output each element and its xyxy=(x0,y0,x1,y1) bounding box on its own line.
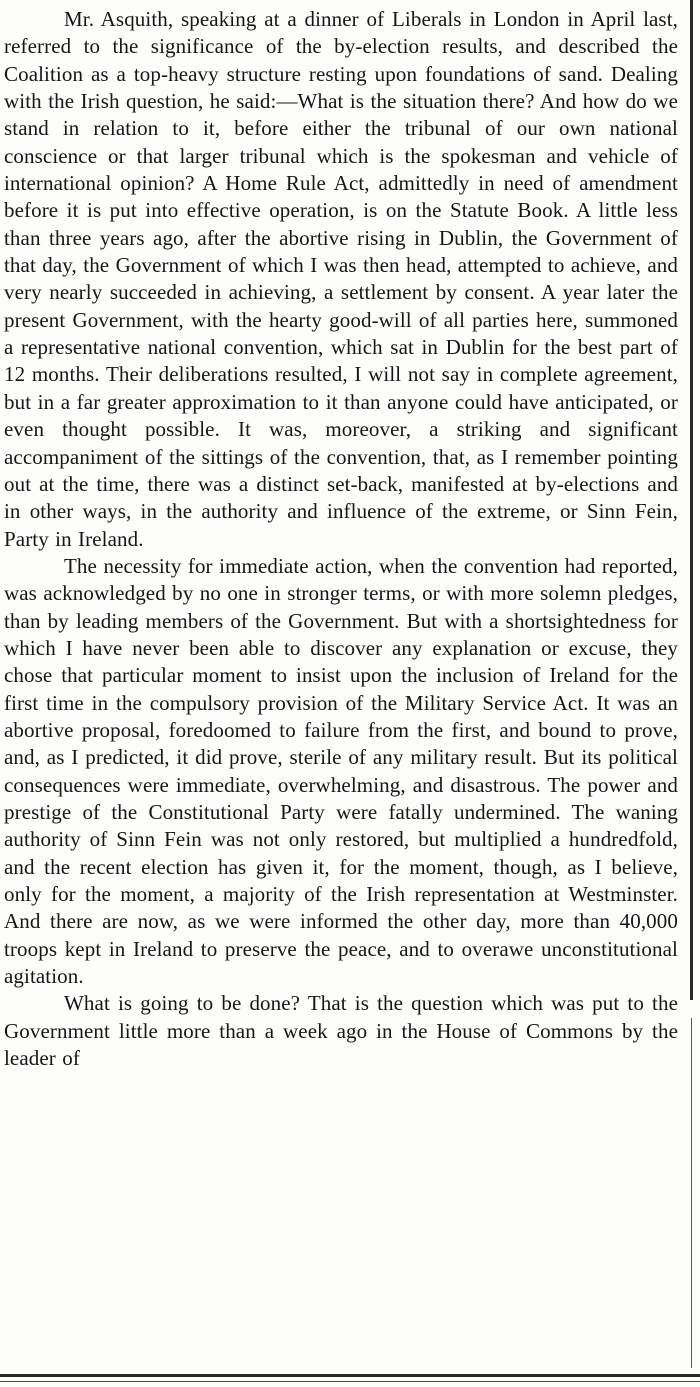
page-rule-bottom-thin xyxy=(0,1381,700,1382)
article-column xyxy=(4,6,678,1072)
page-rule-bottom xyxy=(0,1374,700,1377)
paragraph-3: What is going to be done? That is the question which was put to the Government little more than a week ago in the House of Commons by the leader of xyxy=(4,991,678,1071)
column-rule-right xyxy=(690,0,693,1000)
paragraph-1: Mr. Asquith, speaking at a dinner of Liberals in London in April last, referred to the significance of the by-election results, and described the Coalition as a top-heavy structure resting upon foundations of sand. Dealing with the Irish question, he said:—What is the situation there? And how do we stand in relation to it, before either the tribunal of our own national conscience or that larger tribunal which is the spokesman and vehicle of international opinion? A Home Rule Act, admittedly in need of amendment before it is put into effective operation, is on the Statute Book. A little less than three years ago, after the abortive rising in Dublin, the Government of that day, the Government of which I was then head, attempted to achieve, and very nearly succeeded in achieving, a settlement by consent. A year later the present Government, with the hearty good-will of all parties here, summoned a representative national convention, which sat in Dublin for the best part of 12 months. Their deliberations resulted, I will not say in complete agreement, but in a far greater approximation to it than anyone could have anticipated, or even thought possible. It was, moreover, a striking and significant accompaniment of the sittings of the convention, that, as I remember pointing out at the time, there was a distinct set-back, manifested at by-elections and in other ways, in the authority and influence of the extreme, or Sinn Fein, Party in Ireland. xyxy=(4,7,678,551)
column-rule-right-lower xyxy=(691,1018,692,1368)
paragraph-2: The necessity for immediate action, when the convention had reported, was acknowledged by no one in stronger terms, or with more solemn pledges, than by leading members of the Government. But with a shortsightedness for which I have never been able to discover any explanation or excuse, they chose that particular moment to insist upon the inclusion of Ireland for the first time in the compulsory provision of the Military Service Act. It was an abortive proposal, foredoomed to failure from the first, and bound to prove, and, as I predicted, it did prove, sterile of any military result. But its political consequences were immediate, overwhelming, and disastrous. The power and prestige of the Constitutional Party were fatally undermined. The waning authority of Sinn Fein was not only restored, but multiplied a hundredfold, and the recent election has given it, for the moment, though, as I believe, only for the moment, a majority of the Irish representation at Westminster. And there are now, as we were informed the other day, more than 40,000 troops kept in Ireland to preserve the peace, and to overawe unconstitutional agitation. xyxy=(4,553,678,989)
article-body xyxy=(4,6,678,1072)
